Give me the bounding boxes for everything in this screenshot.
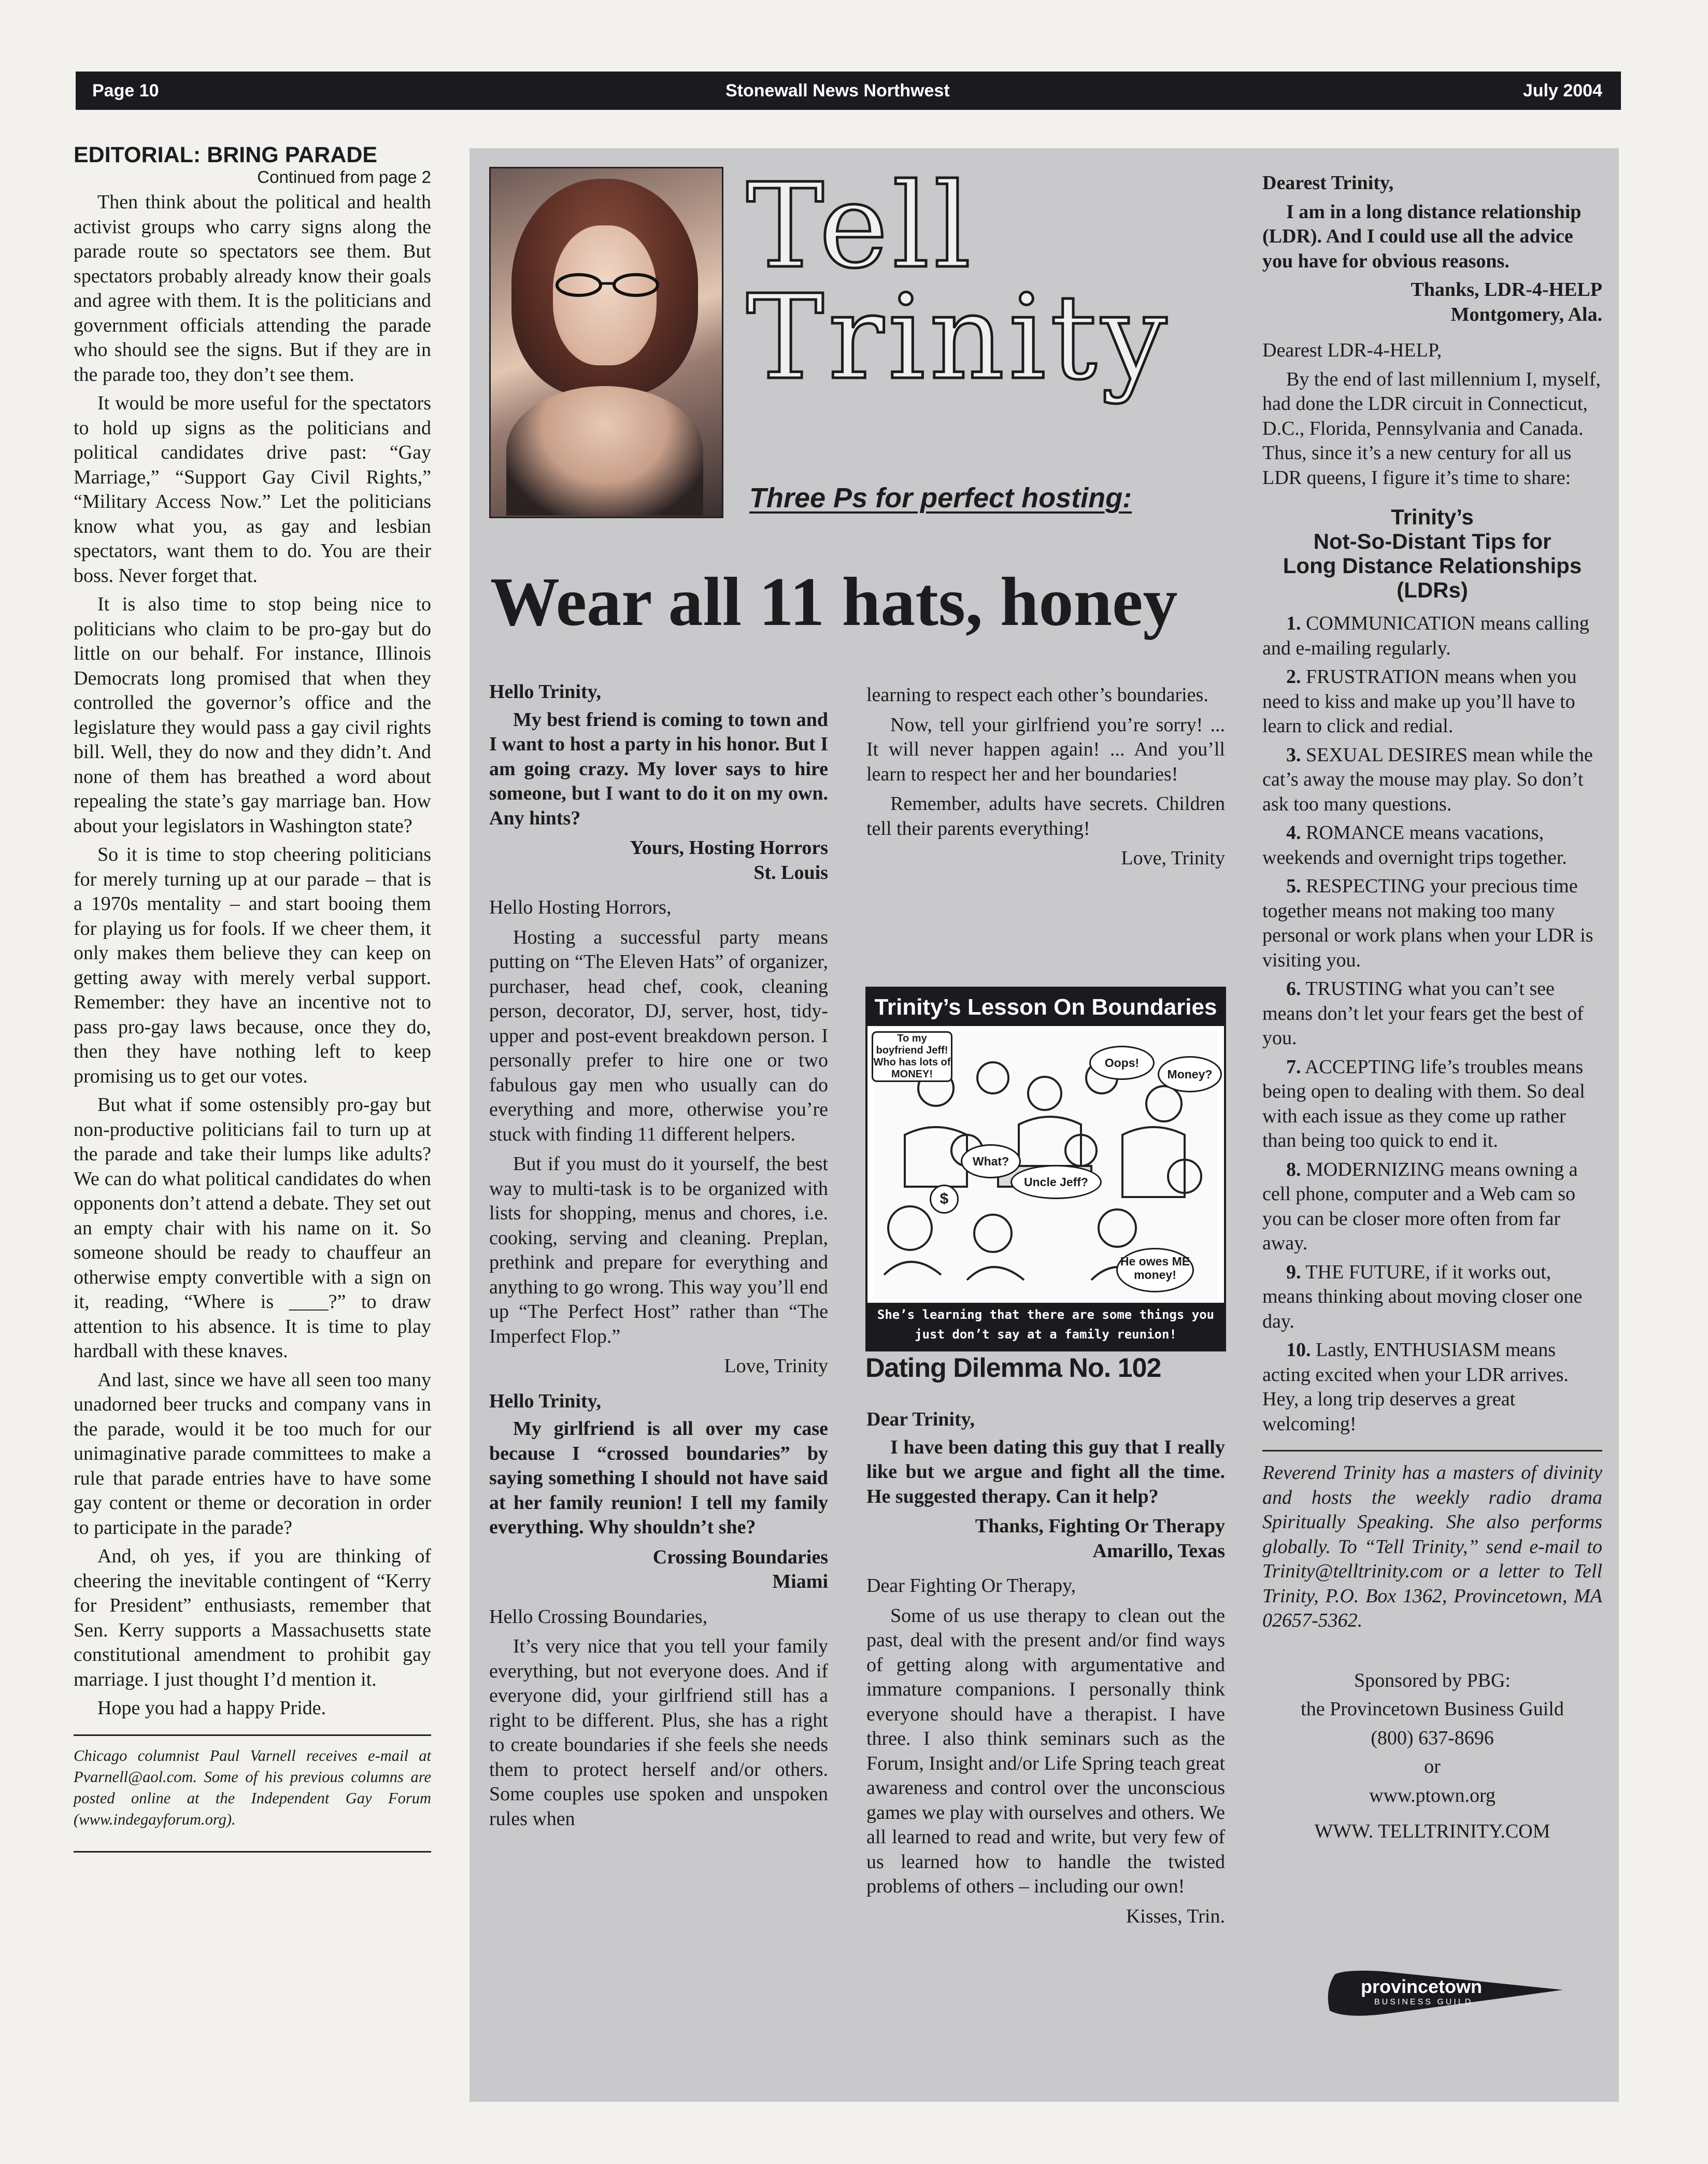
reply-greeting: Hello Crossing Boundaries, (489, 1605, 708, 1628)
letter-body: I am in a long distance relationship (LDR). And I could use all the advice you have for obvious reasons. (1262, 201, 1582, 272)
page-number: Page 10 (92, 81, 159, 101)
glasses-icon (553, 272, 662, 298)
speech-bubble: Oops! (1089, 1046, 1155, 1080)
boundaries-cartoon (865, 987, 1226, 1351)
reply-paragraph: Now, tell your girlfriend you’re sorry! ... It will never happen again! ... And you’ll learn to respect her and her boundaries! (866, 714, 1225, 785)
svg-text:provincetown: provincetown (1361, 1976, 1483, 1997)
columnist-bio: Chicago columnist Paul Varnell receives e-mail at Pvarnell@aol.com. Some of his previous columns are posted online at the Independent Gay Forum (www.indegayforum.org). (74, 1746, 431, 1828)
letter-signature: Yours, Hosting Horrors St. Louis (630, 837, 828, 884)
reply-greeting: Dearest LDR-4-HELP, (1262, 339, 1442, 361)
speech-bubble: Money? (1158, 1056, 1222, 1092)
tip-item: 4. ROMANCE means vacations, weekends and overnight trips together. (1262, 822, 1567, 869)
tip-item: 2. FRUSTRATION means when you need to kiss and make up you’ll have to learn to click and redial. (1262, 666, 1577, 737)
tagline: Three Ps for perfect hosting: (749, 482, 1132, 514)
editorial-column (74, 143, 431, 1853)
paragraph: So it is time to stop cheering politicians for merely turning up at our parade – that is a 1970s mentality – and start booing them for playing us for fools. If we cheer them, it only makes them believe they can keep on getting away with merely verbal support. Remember: they have an incentive not to pass pro-gay laws because, once they do, then they have nothing left to keep promising us to get our votes. (74, 844, 431, 1087)
tip-item: 5. RESPECTING your precious time together means not making too many personal or work plans when your LDR is visiting you. (1262, 875, 1593, 971)
letter-greeting: Hello Trinity, (489, 1390, 602, 1412)
page-header-bar (76, 72, 1621, 110)
tip-item: 6. TRUSTING what you can’t see means don’t let your fears get the best of you. (1262, 978, 1584, 1049)
svg-text:BUSINESS GUILD: BUSINESS GUILD (1374, 1998, 1473, 2006)
sponsor-url[interactable]: www.ptown.org (1369, 1784, 1496, 1806)
issue-date: July 2004 (1522, 81, 1602, 101)
paragraph: Then think about the political and health activist groups who carry signs along the parade route so spectators see them. But spectators probably already know their goals and agree with them. It is the politicians and government officials attending the parade who should see the signs. But if they are in the parade too, they don’t see them. (74, 191, 431, 386)
sponsor-line: Sponsored by PBG: (1354, 1669, 1511, 1691)
sponsor-line: the Provincetown Business Guild (1301, 1698, 1564, 1720)
tip-item: 8. MODERNIZING means owning a cell phone, computer and a Web cam so you can be closer more often from far away. (1262, 1158, 1578, 1254)
site-url[interactable]: WWW. TELLTRINITY.COM (1314, 1820, 1550, 1842)
reply-signoff: Love, Trinity (724, 1355, 828, 1377)
editorial-title: EDITORIAL: BRING PARADE (74, 143, 378, 167)
column-title (746, 159, 1171, 406)
headline: Wear all 11 hats, honey (490, 563, 1178, 640)
cartoon-title: Trinity’s Lesson On Boundaries (867, 989, 1224, 1026)
paragraph: And last, since we have all seen too many unadorned beer trucks and company vans in the parade, would it be too much for our unimaginative parade committees to make a rule that parade entries have to have some gay content or theme or decoration in order to participate in the parade? (74, 1369, 431, 1539)
reply-signoff: Love, Trinity (1121, 847, 1225, 869)
editorial-body (74, 190, 431, 1721)
paragraph: Hope you had a happy Pride. (97, 1697, 326, 1719)
speech-bubble: What? (961, 1144, 1021, 1178)
speech-bubble: Uncle Jeff? (1010, 1165, 1102, 1199)
cartoon-caption: She’s learning that there are some things you just don’t say at a family reunion! (867, 1303, 1224, 1349)
reply-greeting: Hello Hosting Horrors, (489, 896, 672, 918)
reply-paragraph: It’s very nice that you tell your family everything, but not everyone does. And if everyone did, your girlfriend still has a right to be different. Plus, she has a right to create boundaries if she feels she needs them to protect herself and/or others. Some couples use spoken and unspoken rules when (489, 1635, 828, 1830)
paragraph: It is also time to stop being nice to politicians who claim to be pro-gay but do little on our behalf. For instance, Illinois Democrats long promised that when they controlled the governor’s office and the legislature they would pass a gay civil rights bill. Well, they do now and they didn’t. And none of them has breathed a word about repealing the state’s gay marriage ban. How about your legislators in Washington state? (74, 593, 431, 837)
tip-item: 3. SEXUAL DESIRES mean while the cat’s away the mouse may play. So don’t ask too many questions. (1262, 744, 1593, 815)
tip-item: 9. THE FUTURE, if it works out, means thinking about moving closer one day. (1262, 1261, 1583, 1332)
tip-item: 7. ACCEPTING life’s troubles means being open to dealing with them. So deal with each issue as they come up rather than being too quick to end it. (1262, 1056, 1585, 1151)
letter-body: My girlfriend is all over my case because I “crossed boundaries” by saying something I should not have said at her family reunion! I tell my family everything. Why shouldn’t she? (489, 1418, 828, 1538)
sponsor-phone: (800) 637-8696 (1371, 1727, 1494, 1749)
reply-paragraph: learning to respect each other’s boundaries. (866, 684, 1208, 706)
body-shape (506, 386, 703, 516)
letter-greeting: Dearest Trinity, (1262, 172, 1394, 194)
paragraph: But what if some ostensibly pro-gay but non-productive politicians fail to turn up at the parade and take their lumps like adults? We can do what political candidates do when opponents don’t attend a debate. They set out an empty chair with his name on it. So someone should be ready to chauffeur an otherwise empty convertible with a sign on it, reading, “Where is ____?” to draw attention to his absence. It is time to play hardball with these knaves. (74, 1094, 431, 1362)
reply-paragraph: But if you must do it yourself, the best way to multi-task is to be organized with lists for shopping, menus and chores, i.e. cooking, serving and cleaning. Preplan, prethink and prepare for everything and anything to go wrong. This way you’ll end up “The Perfect Host” rather than “The Imperfect Flop.” (489, 1153, 828, 1347)
title-line: Tell (746, 159, 975, 294)
trinity-bio: Reverend Trinity has a masters of divinity and hosts the weekly radio drama Spiritually Speaking. She also performs globally. To “Tell Trinity,” send e-mail to Trinity@telltrinity.com or a letter to Tell Trinity, P.O. Box 1362, Provincetown, MA 02657-5362. (1262, 1462, 1602, 1631)
reply-paragraph: Remember, adults have secrets. Children tell their parents everything! (866, 793, 1225, 839)
letter-body: I have been dating this guy that I really like but we argue and fight all the time. He suggested therapy. Can it help? (866, 1436, 1225, 1507)
paragraph: It would be more useful for the spectators to hold up signs as the politicians and political candidates drive past: “Gay Marriage,” “Support Gay Civil Rights,” “Military Access Now.” Let the politicians know what you, as gay and lesbian spectators, want them to do. You are their boss. Never forget that. (74, 392, 431, 587)
letter-signature: Crossing Boundaries Miami (652, 1546, 828, 1592)
letters-column-left (489, 680, 828, 1836)
dilemma-title: Dating Dilemma No. 102 (865, 1353, 1161, 1383)
paragraph: And, oh yes, if you are thinking of cheering the inevitable contingent of “Kerry for President” enthusiasts, remember that Sen. Kerry supports a Massachusetts state constitutional amendment to prohibit gay marriage. I just thought I’d mention it. (74, 1545, 431, 1690)
letter-greeting: Hello Trinity, (489, 681, 602, 703)
title-line: Trinity (746, 270, 1171, 406)
tip-item: 1. COMMUNICATION means calling and e-mailing regularly. (1262, 613, 1589, 659)
letter-body: My best friend is coming to town and I want to host a party in his honor. But I am going crazy. My lover says to hire someone, but I want to do it on my own. Any hints? (489, 708, 828, 829)
trinity-photo (489, 167, 723, 518)
dilemma-letter (866, 1407, 1225, 1939)
reply-paragraph: By the end of last millennium I, myself, had done the LDR circuit in Connecticut, D.C., Florida, Pennsylvania and Canada. Thus, since it’s a new century for all us LDR queens, I figure it’s time to share: (1262, 368, 1601, 489)
reply-greeting: Dear Fighting Or Therapy, (866, 1575, 1076, 1597)
reply-paragraph: Some of us use therapy to clean out the past, deal with the present and/or find ways of getting along with argumentative and immature companions. I personally think everyone should have a therapist. I have three. I also think seminars such as the Forum, Insight and/or Life Spring teach great awareness and control over the unconscious games we play with ourselves and others. We all learned to read and write, but very few of us learned how to handle the twisted problems of others – including our own! (866, 1604, 1225, 1897)
divider (74, 1734, 431, 1736)
divider (1262, 1450, 1602, 1451)
dollar-icon: $ (930, 1185, 959, 1214)
continued-note: Continued from page 2 (257, 167, 431, 187)
reply-paragraph: Hosting a successful party means putting on “The Eleven Hats” of organizer, purchaser, head chef, cook, cleaning person, decorator, DJ, server, host, tidy-upper and post-event breakdown person. I personally prefer to hire one or two fabulous gay men who usually can do everything and more, otherwise you’re stuck with finding 11 different helpers. (489, 926, 828, 1145)
reply-signoff: Kisses, Trin. (1126, 1905, 1225, 1927)
publication-name: Stonewall News Northwest (725, 81, 950, 101)
letter-signature: Thanks, Fighting Or Therapy Amarillo, Texas (975, 1515, 1225, 1562)
divider (74, 1851, 431, 1853)
tips-list (1262, 611, 1602, 1436)
pennant-logo-icon (1325, 1969, 1568, 2021)
letter-signature: Thanks, LDR-4-HELP Montgomery, Ala. (1411, 279, 1602, 325)
letter-greeting: Dear Trinity, (866, 1408, 975, 1430)
tips-title: Trinity’s Not-So-Distant Tips for Long Distance Relationships (LDRs) (1283, 505, 1582, 602)
ldr-column (1262, 171, 1602, 1848)
speech-bubble: To my boyfriend Jeff! Who has lots of MONEY! (872, 1031, 952, 1082)
letters-column-right (866, 683, 1225, 881)
pbg-logo (1325, 1969, 1568, 2021)
sponsor-line: or (1424, 1756, 1441, 1777)
speech-bubble: He owes ME money! (1116, 1248, 1194, 1292)
tip-item: 10. Lastly, ENTHUSIASM means acting excited when your LDR arrives. Hey, a long trip deserves a great welcoming! (1262, 1339, 1569, 1435)
